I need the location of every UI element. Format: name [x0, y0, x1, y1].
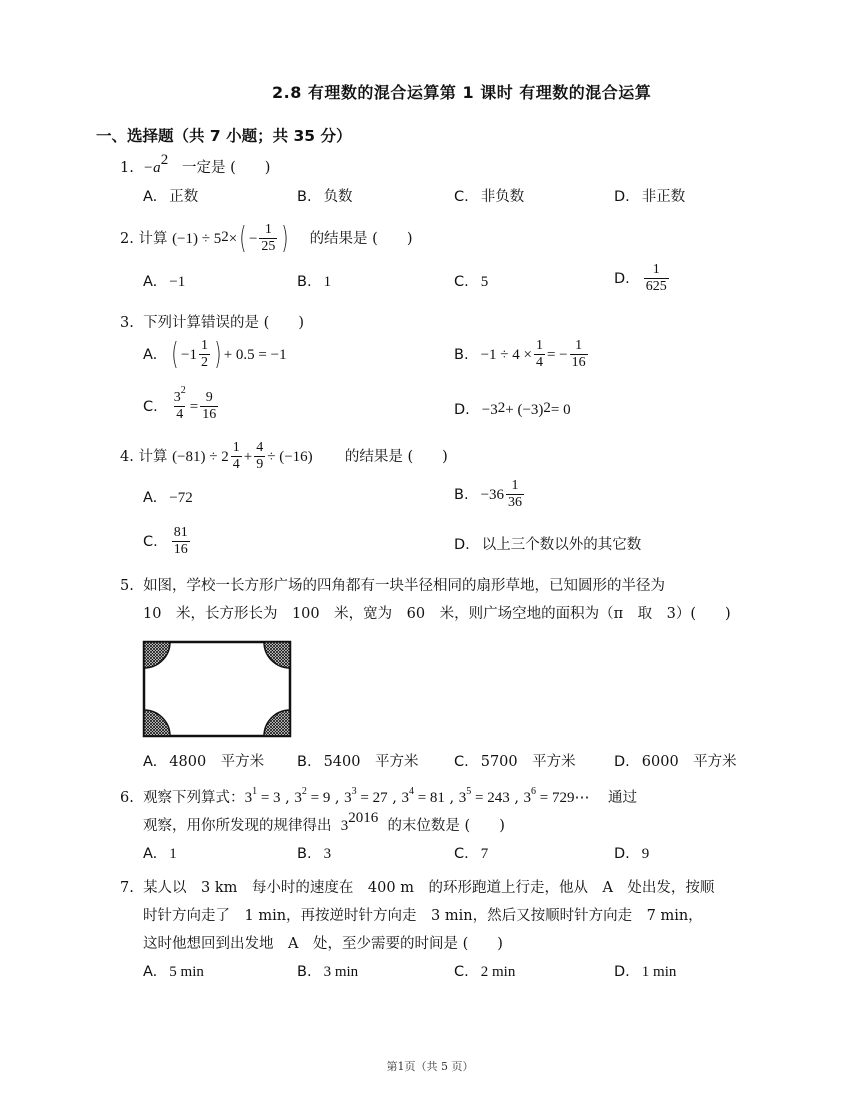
question-text: 通过 [607, 790, 637, 806]
option-c[interactable] [454, 962, 515, 982]
math-operator: × [228, 230, 238, 247]
fraction [534, 338, 545, 371]
option-c[interactable] [454, 752, 576, 772]
question-number: 5. [120, 578, 134, 594]
math-expression: + 0.5 = −1 [223, 346, 287, 363]
option-label: D. [454, 537, 470, 553]
math-exponent: 2 [160, 152, 169, 169]
option-a[interactable] [143, 187, 198, 207]
option-label: B. [454, 486, 469, 503]
math-expression: −1 ÷ 4 × [480, 346, 532, 363]
denominator: 4 [232, 457, 240, 472]
numerator: 81 [173, 525, 188, 540]
option-label: B. [454, 346, 469, 363]
numerator: 4 [256, 440, 264, 455]
option-label: A. [143, 189, 158, 205]
math-expression: = [189, 398, 199, 415]
numerator: 1 [200, 338, 208, 353]
denominator: 4 [176, 407, 184, 422]
option-text: 1 [323, 274, 332, 290]
option-b[interactable] [454, 478, 526, 511]
option-label: D. [614, 270, 630, 287]
option-d[interactable] [614, 187, 685, 207]
numerator: 1 [575, 338, 583, 353]
question-number: 4. [120, 448, 134, 465]
option-a[interactable] [143, 844, 177, 864]
paren-open: ( [171, 336, 179, 372]
question-number: 6. [120, 790, 134, 806]
numerator: 3 [173, 390, 181, 405]
option-label: A. [143, 754, 158, 770]
math-expression: −a [143, 160, 161, 176]
power-item: $3^1 = 3$ [244, 786, 281, 806]
option-label: A. [143, 846, 158, 862]
fraction [254, 440, 265, 473]
question-4 [120, 440, 448, 473]
plaza-figure [142, 640, 292, 738]
option-d[interactable] [614, 262, 671, 295]
paren-close: ) [281, 220, 289, 256]
fraction [172, 385, 188, 423]
option-c[interactable] [143, 385, 220, 423]
option-b[interactable] [297, 844, 331, 864]
fraction [259, 222, 277, 255]
numerator: 9 [205, 390, 213, 405]
question-1 [120, 152, 271, 178]
math-expression: = 0 [550, 402, 571, 418]
paren-close: ) [214, 336, 222, 372]
option-c[interactable] [454, 844, 488, 864]
question-7-line-2: 时针方向走了 1 min，再按逆时针方向走 3 min，然后又按顺时针方向走 7 min， [143, 908, 703, 924]
option-b[interactable] [297, 752, 418, 772]
option-text: 9 [641, 846, 650, 862]
section-heading: 一、选择题（共 7 小题；共 35 分） [96, 127, 352, 145]
option-text: 非负数 [480, 189, 525, 205]
option-text: 1 min [641, 964, 677, 980]
option-label: A. [143, 964, 158, 980]
option-label: D. [614, 189, 630, 205]
math-sign: − [248, 230, 258, 247]
question-text: 观察，用你所发现的规律得出 [143, 818, 332, 834]
question-text: 某人以 3 km 每小时的速度在 400 m 的环形跑道上行走，他从 A 处出发，按顺 [143, 880, 715, 896]
question-text: 观察下列算式： [143, 790, 245, 806]
option-text: 以上三个数以外的其它数 [481, 537, 642, 553]
question-number: 7. [120, 880, 134, 896]
denominator: 4 [535, 355, 543, 370]
option-label: D. [614, 964, 630, 980]
document-title: 2.8 有理数的混合运算第 1 课时 有理数的混合运算 [272, 83, 652, 102]
question-text: 计算 [138, 448, 168, 465]
option-a[interactable] [143, 752, 264, 772]
question-text: 计算 [138, 230, 168, 247]
denominator: 2 [200, 355, 208, 370]
denominator: 25 [261, 239, 276, 254]
option-text: 5700 平方米 [480, 754, 576, 770]
option-b[interactable] [454, 338, 590, 371]
option-text: 6000 平方米 [641, 754, 737, 770]
numerator: 1 [535, 338, 543, 353]
option-label: C. [143, 398, 158, 415]
option-text: 3 [323, 846, 332, 862]
question-text: 的结果是 ( ) [309, 230, 413, 247]
fraction [644, 262, 669, 295]
option-label: D. [614, 754, 630, 770]
question-text: 下列计算错误的是 ( ) [143, 315, 304, 331]
option-b[interactable] [297, 272, 331, 292]
power-item: $3^6$ = 729⋯ [523, 786, 590, 806]
question-number: 3. [120, 315, 134, 331]
fraction [172, 525, 190, 558]
math-expression: −3 [481, 402, 498, 418]
denominator: 16 [173, 542, 188, 557]
numerator: 1 [264, 222, 272, 237]
denominator: 625 [645, 279, 667, 294]
option-label: D. [614, 846, 630, 862]
math-expression: = − [546, 346, 568, 363]
option-d[interactable]: D. −3 $^2$ + (−3) $^2$ = 0 [454, 400, 571, 418]
question-6-line-2 [143, 810, 505, 836]
option-text: 1 [169, 846, 177, 862]
option-text: 负数 [323, 189, 353, 205]
numerator: 1 [511, 478, 519, 493]
question-5 [120, 576, 665, 596]
option-label: D. [454, 402, 470, 418]
option-label: B. [297, 274, 312, 290]
option-b[interactable] [297, 187, 353, 207]
math-expression: −1 [181, 346, 197, 363]
option-label: A. [143, 490, 158, 506]
question-text: 一定是 ( ) [182, 160, 271, 176]
math-exponent: 2016 [348, 810, 379, 827]
question-7 [120, 878, 714, 898]
denominator: 9 [256, 457, 264, 472]
option-a[interactable] [143, 338, 287, 371]
option-c[interactable] [454, 272, 488, 292]
math-operator: + [243, 448, 253, 465]
option-label: C. [454, 964, 469, 980]
option-label: B. [297, 846, 312, 862]
option-text: 非正数 [641, 189, 686, 205]
option-text: 5 [480, 274, 489, 290]
question-7-line-3: 这时他想回到出发地 A 处，至少需要的时间是 ( ) [143, 936, 503, 952]
question-text: 的结果是 ( ) [344, 448, 448, 465]
math-expression: −36 [480, 486, 505, 503]
option-label: C. [454, 846, 469, 862]
option-label: C. [143, 533, 158, 550]
power-item: $3^3 = 27$ [344, 786, 388, 806]
option-text: 2 min [480, 964, 516, 980]
power-item: $3^2 = 9$ [294, 786, 331, 806]
option-label: A. [143, 346, 158, 363]
option-text: 5400 平方米 [323, 754, 419, 770]
denominator: 16 [202, 407, 217, 422]
math-expression: ÷ (−16) [267, 448, 313, 465]
math-expression: (−1) ÷ 5 [172, 230, 222, 247]
option-label: A. [143, 274, 158, 290]
question-text: 的末位数是 ( ) [387, 818, 505, 834]
option-c[interactable] [143, 525, 192, 558]
numerator: 1 [652, 262, 660, 277]
question-2: 2. 计算 (−1) ÷ 5 $^2$ × ( − $\frac{1}{25}$ ) 的结果是 ( ) [120, 220, 413, 256]
math-expression: + (−3) [505, 402, 544, 418]
power-item: $3^5 = 243$ [458, 786, 510, 806]
question-3 [120, 313, 304, 333]
option-text: −1 [169, 274, 186, 290]
paren-open: ( [239, 220, 247, 256]
option-a[interactable] [143, 272, 185, 292]
fraction [231, 440, 242, 473]
option-a[interactable] [143, 488, 193, 508]
option-d[interactable] [614, 752, 737, 772]
power-item: $3^4 = 81$ [401, 786, 445, 806]
option-d[interactable] [614, 844, 649, 864]
fraction [506, 478, 524, 511]
option-label: C. [454, 274, 469, 290]
option-label: C. [454, 189, 469, 205]
question-5-line-2: 10 米，长方形长为 100 米，宽为 60 米，则广场空地的面积为（π 取 3）( ) [143, 606, 731, 622]
denominator: 36 [508, 495, 523, 510]
fraction [570, 338, 588, 371]
question-6: 6. 观察下列算式：$3^1 = 3$ , $3^2 = 9$ , $3^3 = 27$ , $3^4 = 81$ , $3^5 = 243$ , $3^6$ = 729⋯ 通过 [120, 786, 637, 806]
option-d[interactable] [614, 962, 676, 982]
option-b[interactable] [297, 962, 358, 982]
option-c[interactable] [454, 187, 524, 207]
option-label: C. [454, 754, 469, 770]
option-text: 5 min [169, 964, 204, 980]
denominator: 16 [571, 355, 586, 370]
option-label: B. [297, 754, 312, 770]
option-label: B. [297, 964, 312, 980]
option-text: 7 [480, 846, 489, 862]
math-base: 3 [340, 818, 349, 834]
fraction [200, 390, 218, 423]
option-text: −72 [169, 490, 193, 506]
numerator: 1 [232, 440, 240, 455]
math-expression: (−81) ÷ 2 [172, 448, 229, 465]
option-label: B. [297, 189, 312, 205]
fraction [199, 338, 210, 371]
option-text: 3 min [323, 964, 359, 980]
option-d[interactable] [454, 535, 641, 555]
math-exponent: 2 [180, 385, 186, 397]
question-number: 2. [120, 230, 134, 247]
question-text: 如图，学校一长方形广场的四角都有一块半径相同的扇形草地，已知圆形的半径为 [143, 578, 666, 594]
option-text: 4800 平方米 [169, 754, 265, 770]
option-text: 正数 [169, 189, 199, 205]
page-footer: 第1页（共 5 页） [386, 1060, 474, 1073]
option-a[interactable] [143, 962, 204, 982]
question-number: 1. [120, 160, 134, 176]
